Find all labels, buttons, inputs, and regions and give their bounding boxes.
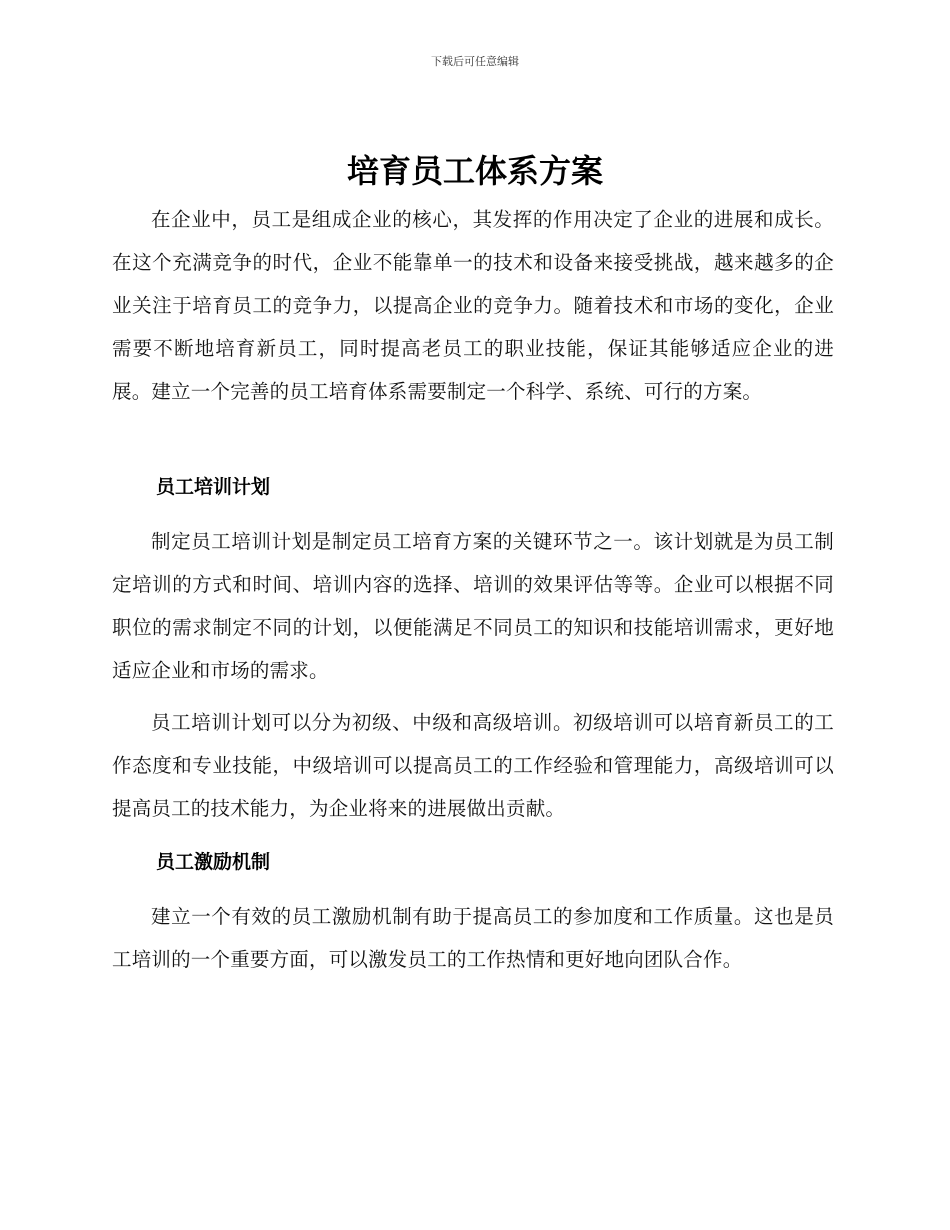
training-plan-paragraph-2: 员工培训计划可以分为初级、中级和高级培训。初级培训可以培育新员工的工作态度和专业技能，中级培训可以提高员工的工作经验和管理能力，高级培训可以提高员工的技术能力，为企业将来的进展做出贡献。 <box>112 711 834 820</box>
section-heading-incentive-mechanism: 员工激励机制 <box>156 851 271 873</box>
header-note: 下载后可任意编辑 <box>431 55 519 68</box>
document-title: 培育员工体系方案 <box>346 152 603 190</box>
incentive-mechanism-paragraph: 建立一个有效的员工激励机制有助于提高员工的参加度和工作质量。这也是员工培训的一个重要方面，可以激发员工的工作热情和更好地向团队合作。 <box>112 905 834 971</box>
training-plan-paragraph-1: 制定员工培训计划是制定员工培育方案的关键环节之一。该计划就是为员工制定培训的方式和时间、培训内容的选择、培训的效果评估等等。企业可以根据不同职位的需求制定不同的计划，以便能满足不同员工的知识和技能培训需求，更好地适应企业和市场的需求。 <box>112 530 834 682</box>
section-heading-training-plan: 员工培训计划 <box>156 476 271 498</box>
intro-paragraph: 在企业中，员工是组成企业的核心，其发挥的作用决定了企业的进展和成长。在这个充满竞争的时代，企业不能靠单一的技术和设备来接受挑战，越来越多的企业关注于培育员工的竞争力，以提高企业的竞争力。随着技术和市场的变化，企业需要不断地培育新员工，同时提高老员工的职业技能，保证其能够适应企业的进展。建立一个完善的员工培育体系需要制定一个科学、系统、可行的方案。 <box>112 208 834 403</box>
